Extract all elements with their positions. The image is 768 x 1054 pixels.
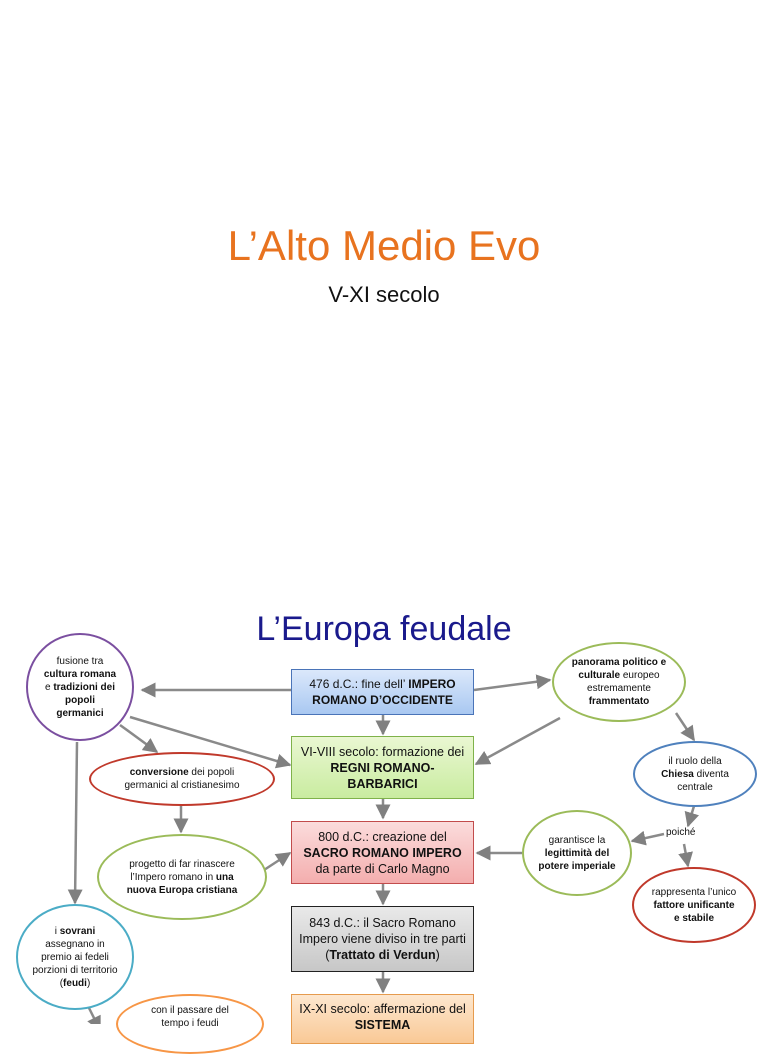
- arrow-progetto-to-800: [264, 853, 290, 870]
- arrow-476-to-panorama: [474, 680, 550, 690]
- box-regni-romano-barbarici: VI-VIII secolo: formazione dei REGNI ROMANO-BARBARICI: [291, 736, 474, 799]
- arrow-poiche-to-rappresenta: [684, 844, 688, 866]
- arrow-ruolo-to-poiche: [688, 806, 694, 826]
- ellipse-garantisce: garantisce la legittimità del potere imperiale: [522, 810, 632, 896]
- arrow-panorama-to-ruolo: [676, 713, 694, 740]
- ellipse-passare-tempo: con il passare del tempo i feudi: [116, 994, 264, 1054]
- ellipse-conversione: conversione dei popoli germanici al cristianesimo: [89, 752, 275, 806]
- slide1-title: L’Alto Medio Evo: [227, 222, 541, 269]
- ellipse-progetto: progetto di far rinascere l’Impero romano in una nuova Europa cristiana: [97, 834, 267, 920]
- ellipse-fusione: fusione tra cultura romana e tradizioni dei popoli germanici: [26, 633, 134, 741]
- arrow-sovrani-to-passare: [88, 1006, 100, 1024]
- arrow-fusione-to-sovrani: [75, 742, 77, 903]
- slide2-title: L’Europa feudale: [256, 610, 512, 648]
- ellipse-panorama: panorama politico e culturale europeo estremamente frammentato: [552, 642, 686, 722]
- box-476-fine-impero: 476 d.C.: fine dell’ IMPERO ROMANO D’OCCIDENTE: [291, 669, 474, 715]
- slide1-subtitle: V-XI secolo: [328, 282, 440, 307]
- box-800-sacro-romano-impero: 800 d.C.: creazione del SACRO ROMANO IMPERO da parte di Carlo Magno: [291, 821, 474, 884]
- arrow-fusione-to-conversione: [120, 725, 157, 752]
- ellipse-ruolo-chiesa: il ruolo della Chiesa diventa centrale: [633, 741, 757, 807]
- box-843-trattato-verdun: 843 d.C.: il Sacro Romano Impero viene diviso in tre parti (Trattato di Verdun): [291, 906, 474, 972]
- label-poiche: poiché: [666, 827, 696, 838]
- ellipse-sovrani: i sovrani assegnano in premio ai fedeli porzioni di territorio (feudi): [16, 904, 134, 1010]
- arrow-panorama-to-vi: [476, 718, 560, 764]
- box-ix-xi-secolo: IX-XI secolo: affermazione del SISTEMA: [291, 994, 474, 1044]
- ellipse-rappresenta: rappresenta l’unico fattore unificante e stabile: [632, 867, 756, 943]
- arrow-poiche-to-garantisce: [632, 834, 664, 841]
